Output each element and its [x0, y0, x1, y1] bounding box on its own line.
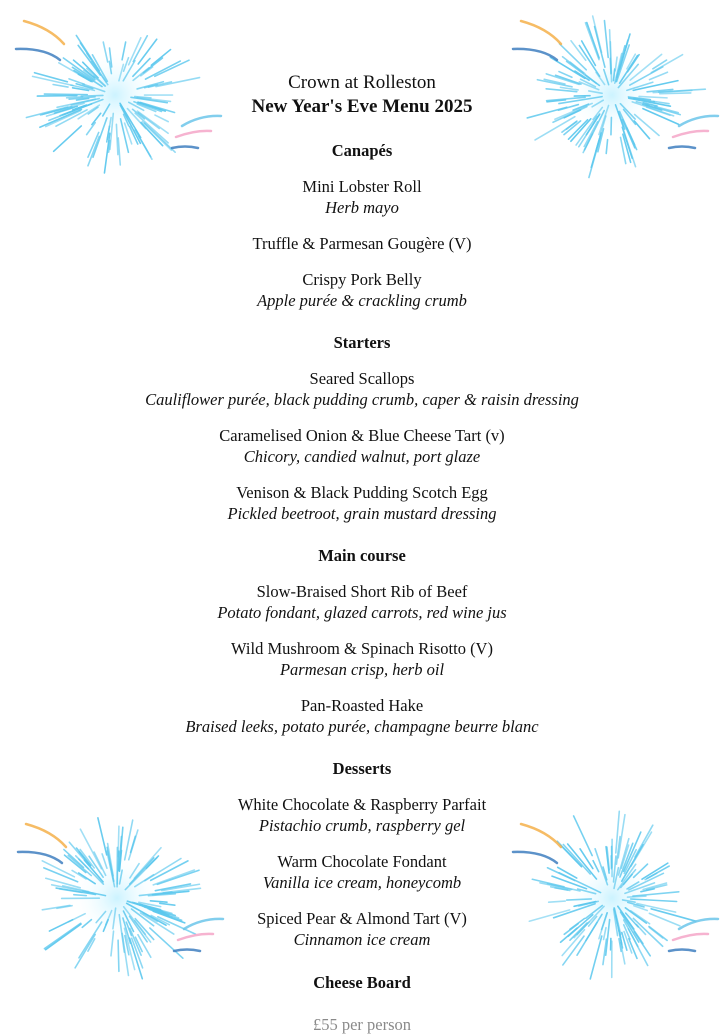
dish-name: Wild Mushroom & Spinach Risotto (V)	[0, 638, 724, 659]
dish-name: Crispy Pork Belly	[0, 269, 724, 290]
dish-name: White Chocolate & Raspberry Parfait	[0, 794, 724, 815]
dish-name: Spiced Pear & Almond Tart (V)	[0, 908, 724, 929]
menu-item	[0, 794, 724, 836]
dish-name: Pan-Roasted Hake	[0, 695, 724, 716]
dish-description: Potato fondant, glazed carrots, red wine jus	[0, 602, 724, 623]
firework-ray	[585, 23, 599, 60]
firework-streak	[521, 21, 561, 44]
dish-name: Caramelised Onion & Blue Cheese Tart (v)	[0, 425, 724, 446]
dish-description: Apple purée & crackling crumb	[0, 290, 724, 311]
dish-description: Parmesan crisp, herb oil	[0, 659, 724, 680]
menu-section	[0, 758, 724, 950]
dish-name: Seared Scallops	[0, 368, 724, 389]
dish-name: Mini Lobster Roll	[0, 176, 724, 197]
section-heading: Starters	[0, 332, 724, 353]
menu	[0, 71, 724, 1035]
menu-section	[0, 545, 724, 737]
menu-item	[0, 581, 724, 623]
section-heading: Desserts	[0, 758, 724, 779]
menu-title: New Year's Eve Menu 2025	[0, 95, 724, 119]
venue-name: Crown at Rolleston	[0, 71, 724, 95]
dish-description: Pistachio crumb, raspberry gel	[0, 815, 724, 836]
dish-description: Herb mayo	[0, 197, 724, 218]
menu-item	[0, 638, 724, 680]
cheese-board: Cheese Board	[0, 972, 724, 993]
firework-ray	[151, 50, 170, 66]
menu-section	[0, 332, 724, 524]
dish-description: Vanilla ice cream, honeycomb	[0, 872, 724, 893]
price: £55 per person	[0, 1014, 724, 1035]
menu-item	[0, 269, 724, 311]
dish-description: Cauliflower purée, black pudding crumb, caper & raisin dressing	[0, 389, 724, 410]
dish-description: Cinnamon ice cream	[0, 929, 724, 950]
dish-description: Chicory, candied walnut, port glaze	[0, 446, 724, 467]
menu-item	[0, 908, 724, 950]
dish-name: Slow-Braised Short Rib of Beef	[0, 581, 724, 602]
menu-item	[0, 482, 724, 524]
dish-name: Venison & Black Pudding Scotch Egg	[0, 482, 724, 503]
firework-streak	[513, 49, 557, 60]
section-heading: Main course	[0, 545, 724, 566]
section-heading: Canapés	[0, 140, 724, 161]
firework-streak	[24, 21, 64, 44]
menu-section	[0, 140, 724, 311]
menu-item	[0, 425, 724, 467]
menu-item	[0, 851, 724, 893]
dish-description: Pickled beetroot, grain mustard dressing	[0, 503, 724, 524]
firework-streak	[16, 49, 60, 60]
dish-name: Warm Chocolate Fondant	[0, 851, 724, 872]
menu-item	[0, 695, 724, 737]
menu-item	[0, 368, 724, 410]
dish-name: Truffle & Parmesan Gougère (V)	[0, 233, 724, 254]
menu-item	[0, 233, 724, 254]
dish-description: Braised leeks, potato purée, champagne beurre blanc	[0, 716, 724, 737]
menu-item	[0, 176, 724, 218]
